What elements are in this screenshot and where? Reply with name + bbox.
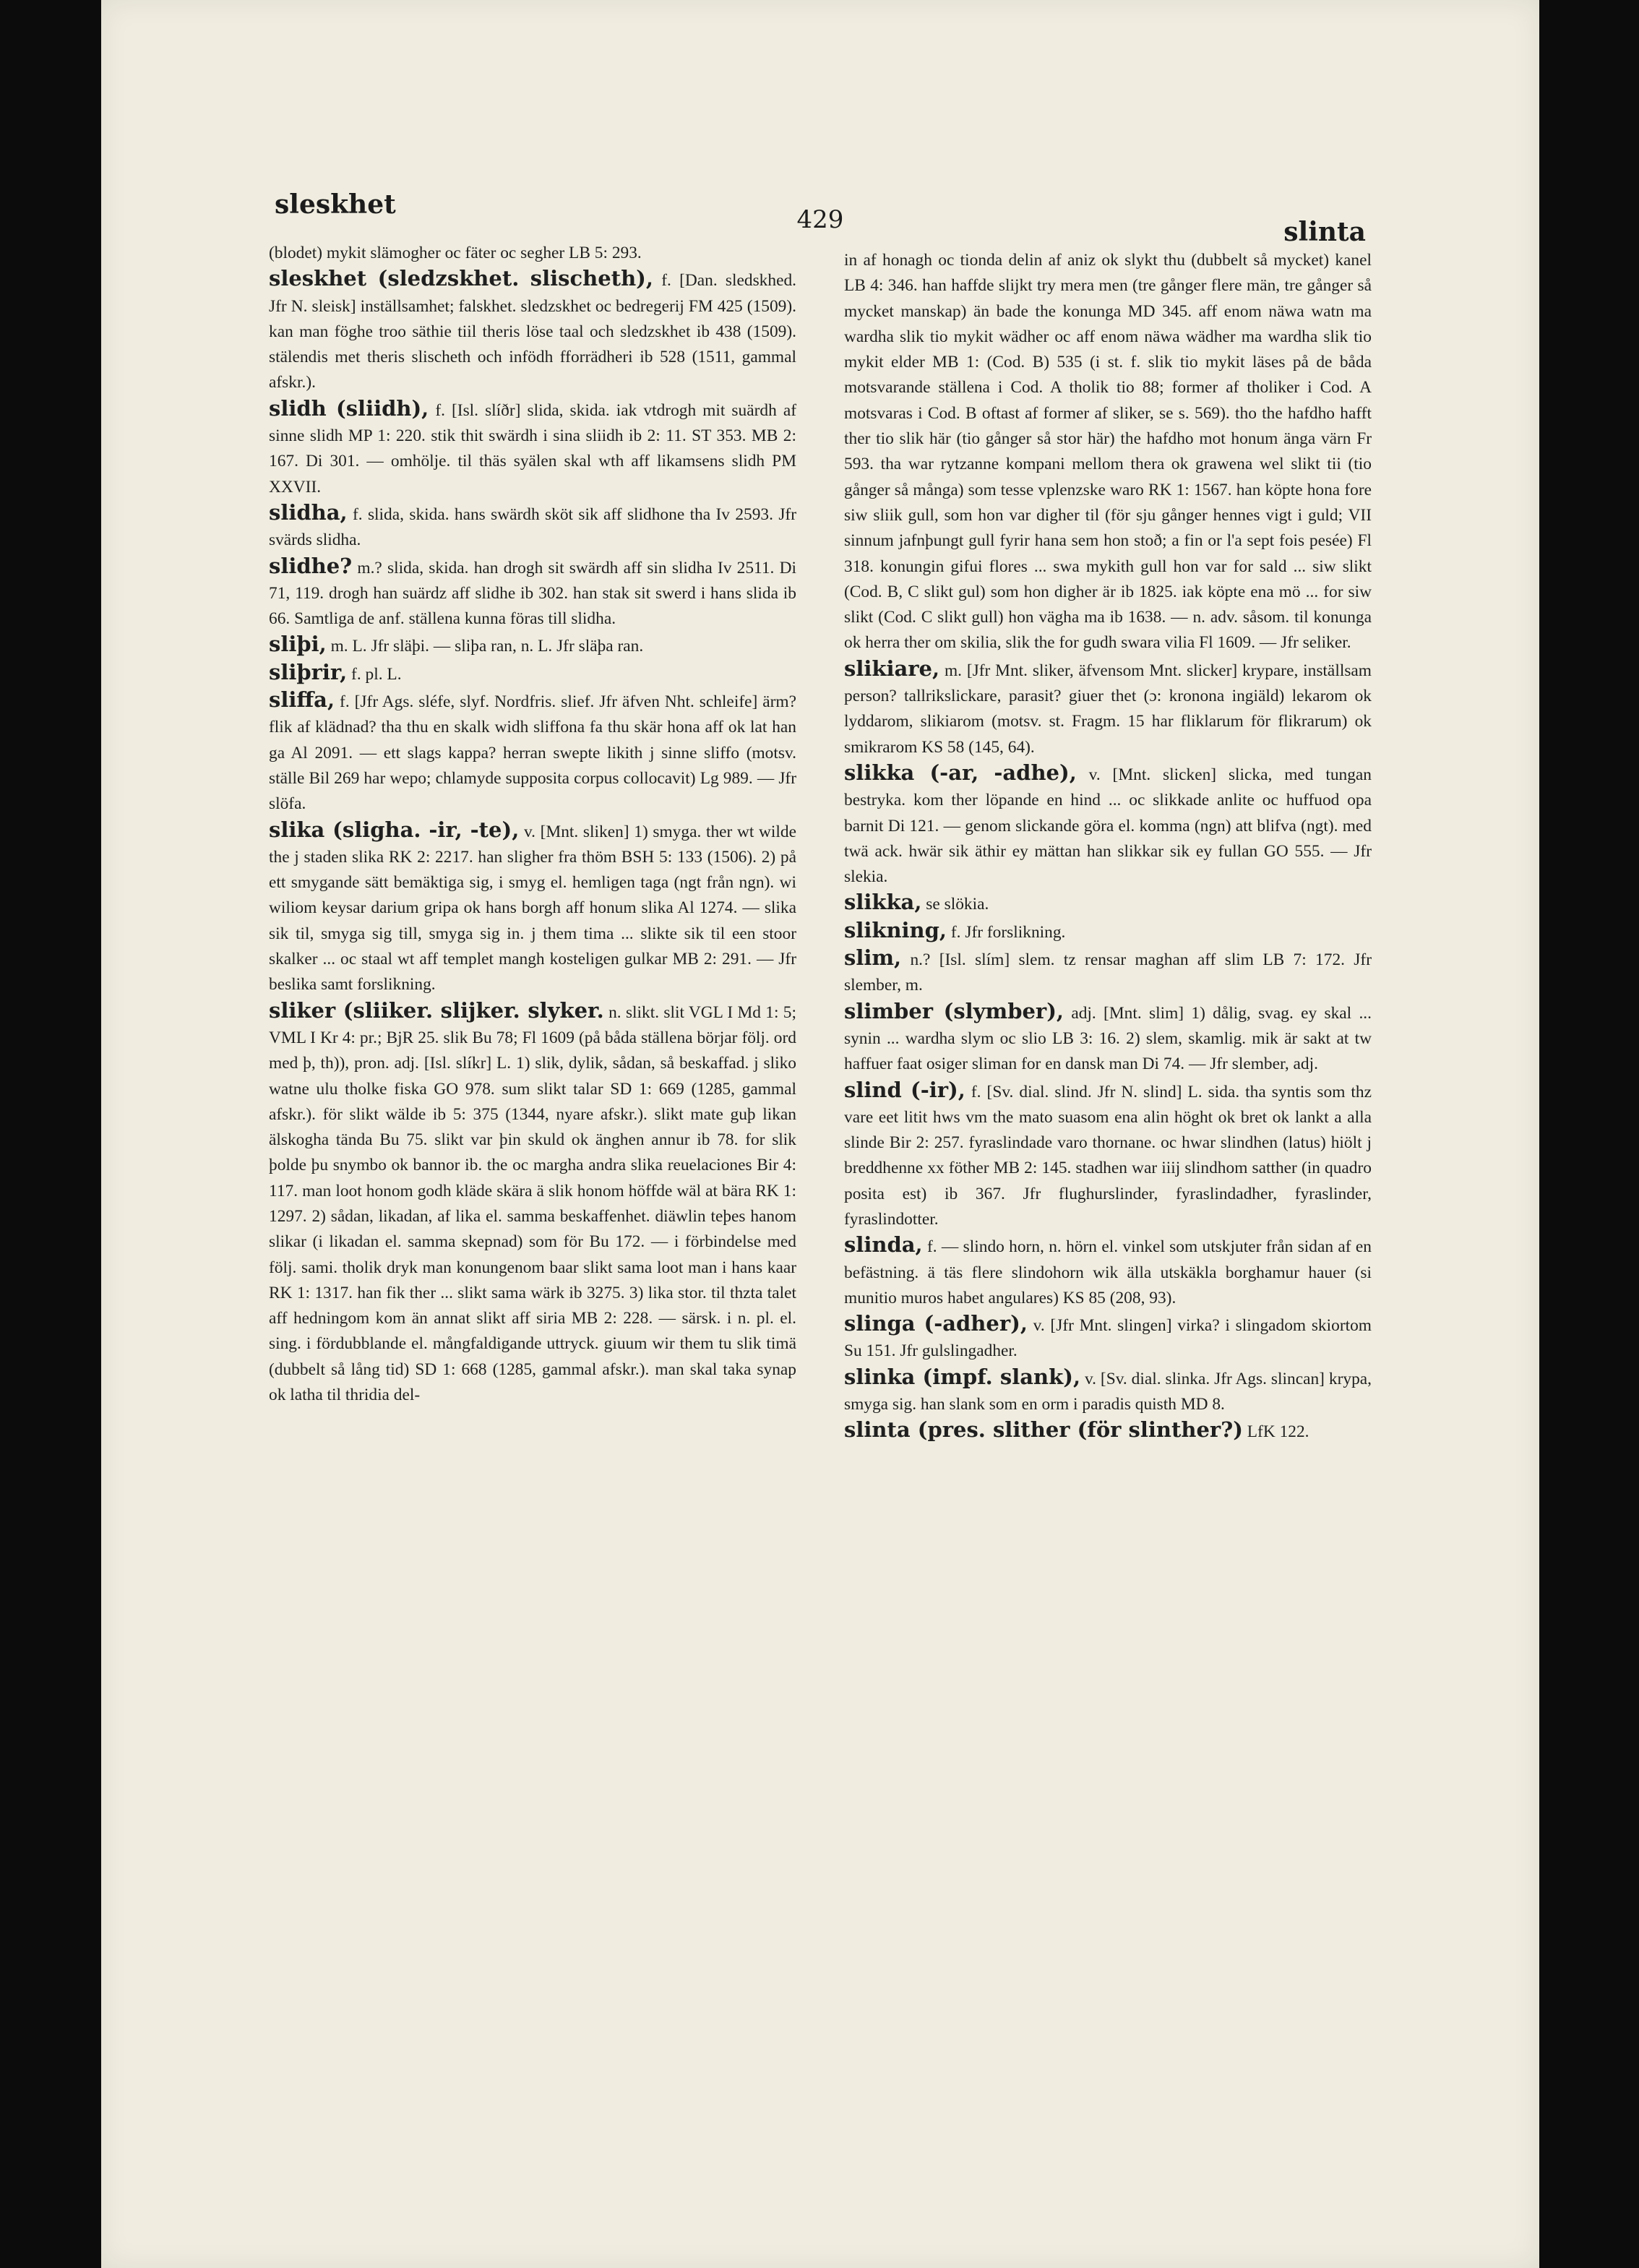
entry-text: (blodet) mykit slämogher oc fäter oc segher LB 5: 293.: [269, 244, 642, 262]
entry-headword: sleskhet (sledzskhet. slischeth),: [269, 266, 653, 291]
dictionary-entry: [844, 1365, 1372, 1418]
dictionary-entry: [844, 1232, 1372, 1311]
page-number: 429: [796, 205, 844, 234]
entry-headword: slind (-ir),: [844, 1077, 965, 1102]
entry-text: m.? slida, skida. han drogh sit swärdh aff sin slidha Iv 2511. Di 71, 119. drogh han suärdz aff slidhe ib 302. han stak sit swerd i hans slida ib 66. Samtliga de anf. ställena kunna föras till slidha.: [269, 558, 796, 629]
dictionary-entry: [844, 890, 1372, 917]
dictionary-entry: [844, 246, 1372, 656]
dictionary-entry: [269, 266, 796, 395]
entry-text: f. — slindo horn, n. hörn el. vinkel som utskjuter från sidan af en befästning. ä täs flere slindohorn wik älla utskäkla borghamur hauer (si munitio muros habet angulares) KS 85 (208, 93).: [844, 1237, 1372, 1307]
dictionary-entry: [269, 687, 796, 817]
dictionary-entry: [269, 239, 796, 266]
entry-text: f. slida, skida. hans swärdh sköt sik aff slidhone tha Iv 2593. Jfr svärds slidha.: [269, 504, 796, 550]
dictionary-entry: [269, 500, 796, 554]
entry-text: v. [Mnt. slicken] slicka, med tungan bestryka. kom ther löpande en hind ... oc slikkade anlite oc huffuod opa barnit Di 121. — genom slickande göra el. komma (ngn) att blifva (ngt). med twä ack. hwär sik äthir ey mättan han slikkar sik ey fullan GO 555. — Jfr slekia.: [844, 765, 1372, 887]
entry-text: v. [Mnt. sliken] 1) smyga. ther wt wilde the j staden slika RK 2: 2217. han sligher fra thöm BSH 5: 133 (1506). 2) på ett smygande sätt bemäktiga sig, i smyg el. hemligen taga (ngt från ngn). wi wiliom keysar darium gripa ok hans borgh aff honum slika Al 1274. — slika sik til, smyga sig till, smyga sig in. j them tima ... slikte sik til een stoor skalker ... oc staal wt aff templet mangh kosteligen gulkar MB 2: 291. — Jfr beslika samt forslikning.: [269, 822, 796, 995]
entry-text: LfK 122.: [1242, 1422, 1309, 1442]
entry-headword: slikiare,: [844, 656, 940, 681]
entry-text: f. [Isl. slíðr] slida, skida. iak vtdrogh mit suärdh af sinne slidh MP 1: 220. stik thit swärdh i sina sliidh ib 2: 11. ST 353. MB 2: 167. Di 301. — omhölje. til thäs syälen skal wth aff likamsens slidh PM XXVII.: [269, 400, 796, 497]
entry-text: n.? [Isl. slím] slem. tz rensar maghan aff slim LB 7: 172. Jfr slember, m.: [844, 950, 1372, 995]
entry-headword: slidh (sliidh),: [269, 395, 429, 421]
entry-headword: slinka (impf. slank),: [844, 1364, 1081, 1389]
dictionary-entry: [844, 760, 1372, 890]
entry-text: adj. [Mnt. slim] 1) dålig, svag. ey skal ... synin ... wardha slym oc slio LB 3: 16. 2) slem, skamlig. mik är sakt at tw haffuer faat osiger sliman for en dansk man Di 74. — Jfr slember, adj.: [844, 1003, 1372, 1074]
dictionary-entry: [844, 999, 1372, 1078]
dictionary-entry: [269, 998, 796, 1409]
running-head-right: slinta: [1283, 217, 1366, 247]
entry-headword: sliþi,: [269, 632, 327, 657]
entry-text: v. [Jfr Mnt. slingen] virka? i slingadom skiortom Su 151. Jfr gulslingadher.: [844, 1316, 1372, 1361]
entry-headword: slidhe?: [269, 553, 353, 578]
entry-headword: slidha,: [269, 499, 348, 525]
dictionary-entry: [269, 660, 796, 687]
dictionary-entry: [844, 1417, 1372, 1445]
entry-text: f. pl. L.: [347, 664, 402, 684]
entry-headword: slinda,: [844, 1232, 923, 1258]
entry-text: in af honagh oc tionda delin af aniz ok slykt thu (dubbelt så mycket) kanel LB 4: 346. han haffde slijkt try mera men (tre gånger flere män, tre gånger så mycket manskap) än bade the konunga MD 345. aff enom näwa watn ma wardha slik tio mykit wädher oc aff enom näwa wädher ma wardha slik tio mykit elder MB 1: (Cod. B) 535 (i st. f. slik tio mykit läses på de båda motsvarande ställena i Cod. A tholik tio 88; former af tholiker i Cod. A motsvaras i Cod. B oftast af former af sliker, se s. 569). tho the hafdho hafft ther tio slik här (tio gånger så stor här) the hafdho mot honum änga värn Fr 593. tha war rytzanne kompani mellom thera ok grawena wel slikt tii (tio gånger så många) som tesse vplenzske waro RK 1: 1567. han köpte hona fore siw sliik gull, som hon var digher til (för sju gånger hennes vigt i guld; VII sinnum jafnþungt gull fyrir hana sem hon stoð; a fin or l'a sept fois pesée) Fl 318. konungin gifui flores ... swa mykith gull hon var for sald ... siw slikt (Cod. B, C slikt gul) som hon digher är ib 1825. iak köpte ena mö ... for siw slikt (Cod. C slikt gull) hon vägha ma ib 1638. — n. adv. såsom. til konunga ok herra ther om skilia, slik the for gudh swara vilia Fl 1609. — Jfr seliker.: [844, 251, 1372, 653]
entry-headword: slikning,: [844, 917, 947, 942]
entry-headword: slim,: [844, 945, 902, 971]
entry-text: se slökia.: [921, 895, 989, 914]
dictionary-entry: [844, 1311, 1372, 1365]
entry-headword: slinta (pres. slither (för slinther?): [844, 1417, 1243, 1443]
dictionary-entry: [844, 656, 1372, 760]
entry-text: m. L. Jfr släþi. — sliþa ran, n. L. Jfr släþa ran.: [326, 637, 644, 656]
entry-text: f. [Dan. sledskhed. Jfr N. sleisk] inställsamhet; falskhet. sledzskhet oc bedregerij FM 425 (1509). kan man föghe troo säthie tiil theris löse taal och sledzskhet ib 438 (1509). stälendis met theris slischeth och infödh fforrädheri ib 528 (1511, gammal afskr.).: [269, 271, 796, 392]
dictionary-entry: [269, 632, 796, 659]
entry-headword: slikka (-ar, -adhe),: [844, 760, 1077, 785]
entry-headword: sliker (sliiker. slijker. slyker.: [269, 997, 604, 1023]
right-column: [844, 246, 1372, 1446]
dictionary-entry: [844, 1078, 1372, 1233]
dictionary-entry: [269, 396, 796, 500]
entry-headword: sliffa,: [269, 687, 335, 713]
entry-text: n. slikt. slit VGL I Md 1: 5; VML I Kr 4: pr.; BjR 25. slik Bu 78; Fl 1609 (på båda ställena börjar följ. ord med þ, th)), pron. adj. [Isl. slíkr] L. 1) slik, dylik, sådan, så beskaffad. j sliko watne ulu tholke fiska GO 978. sum slikt talar SD 1: 669 (1285, gammal afskr.). för slikt wälde ib 5: 375 (1344, nyare afskr.). slikt mate guþ likan älskogha tända Bu 75. slikt var þin skuld ok änghen annur ib 78. for slik þolde þu snymbo ok bannor ib. the oc margha andra slika reuelaciones Bir 4: 117. man loot honom godh kläde skära ä slik honom höffde wäl at bära RK 1: 1297. 2) sådan, likadan, af lika el. samma beskaffenhet. diäwlin teþes hanom slikar (i likadan el. samma skepnad) som för Bu 172. — i förbindelse med följ. sami. tholik dryk man konungenom baar slikt sama loot man i hans kaar RK 1: 1317. han fik ther ... slikt sama wärk ib 3275. 3) lika stor. til thzta talet aff hedningom kom än annat slikt aff siria MB 2: 228. — särsk. i n. pl. el. sing. i fördubblande el. mångfaldigande uttryck. giuum wir them tu slik timä (dubbelt så lång tid) SD 1: 668 (1285, gammal afskr.). man skal taka synap ok latha til thridia del-: [269, 1002, 796, 1405]
entry-headword: slikka,: [844, 890, 922, 915]
entry-text: f. [Jfr Ags. sléfe, slyf. Nordfris. slief. Jfr äfven Nht. schleife] ärm? flik af klädnad? tha thu en skalk widh sliffona fa thu skär hona aff ok lat han ga Al 2091. — ett slags kappa? herran swepte likith j sinne sliffo (motsv. ställe Bil 269 har wepo; chlamyde supposita corpus collocavit) Lg 989. — Jfr slöfa.: [269, 692, 796, 814]
entry-headword: slinga (-adher),: [844, 1311, 1028, 1336]
entry-text: m. [Jfr Mnt. sliker, äfvensom Mnt. slicker] krypare, inställsam person? tallrikslickare, parasit? giuer thet (ɔ: kronona ingiäld) lekarom ok lyddarom, slikiarom (motsv. st. Fragm. 15 har fliklarum för flikrarum) ok smikrarom KS 58 (145, 64).: [844, 661, 1372, 757]
page-header: [275, 189, 1366, 247]
entry-text: f. [Sv. dial. slind. Jfr N. slind] L. sida. tha syntis som thz vare eet litit hws vm the mato suasom ena alin höght ok bret ok lankt a alla slinde Bir 2: 257. fyraslindade varo thornane. oc hwar slindhen (latus) hiölt j breddhenne xx föther MB 2: 145. stadhen war iiij slindhom satther (in quadro posita est) ib 367. Jfr flughurslinder, fyraslindadher, fyraslinder, fyraslindotter.: [844, 1082, 1372, 1229]
dictionary-entry: [269, 817, 796, 998]
dictionary-entry: [844, 918, 1372, 945]
entry-headword: slimber (slymber),: [844, 998, 1064, 1023]
dictionary-entry: [269, 554, 796, 632]
running-head-left: sleskhet: [275, 189, 396, 220]
dictionary-entry: [844, 945, 1372, 999]
entry-headword: slika (sligha. -ir, -te),: [269, 817, 520, 842]
entry-headword: sliþrir,: [269, 659, 348, 684]
dictionary-page: [101, 0, 1539, 2268]
entry-text: f. Jfr forslikning.: [947, 922, 1066, 942]
left-column: [269, 239, 796, 1408]
entry-text: v. [Sv. dial. slinka. Jfr Ags. slincan] krypa, smyga sig. han slank som en orm i paradis quisth MD 8.: [844, 1369, 1372, 1414]
